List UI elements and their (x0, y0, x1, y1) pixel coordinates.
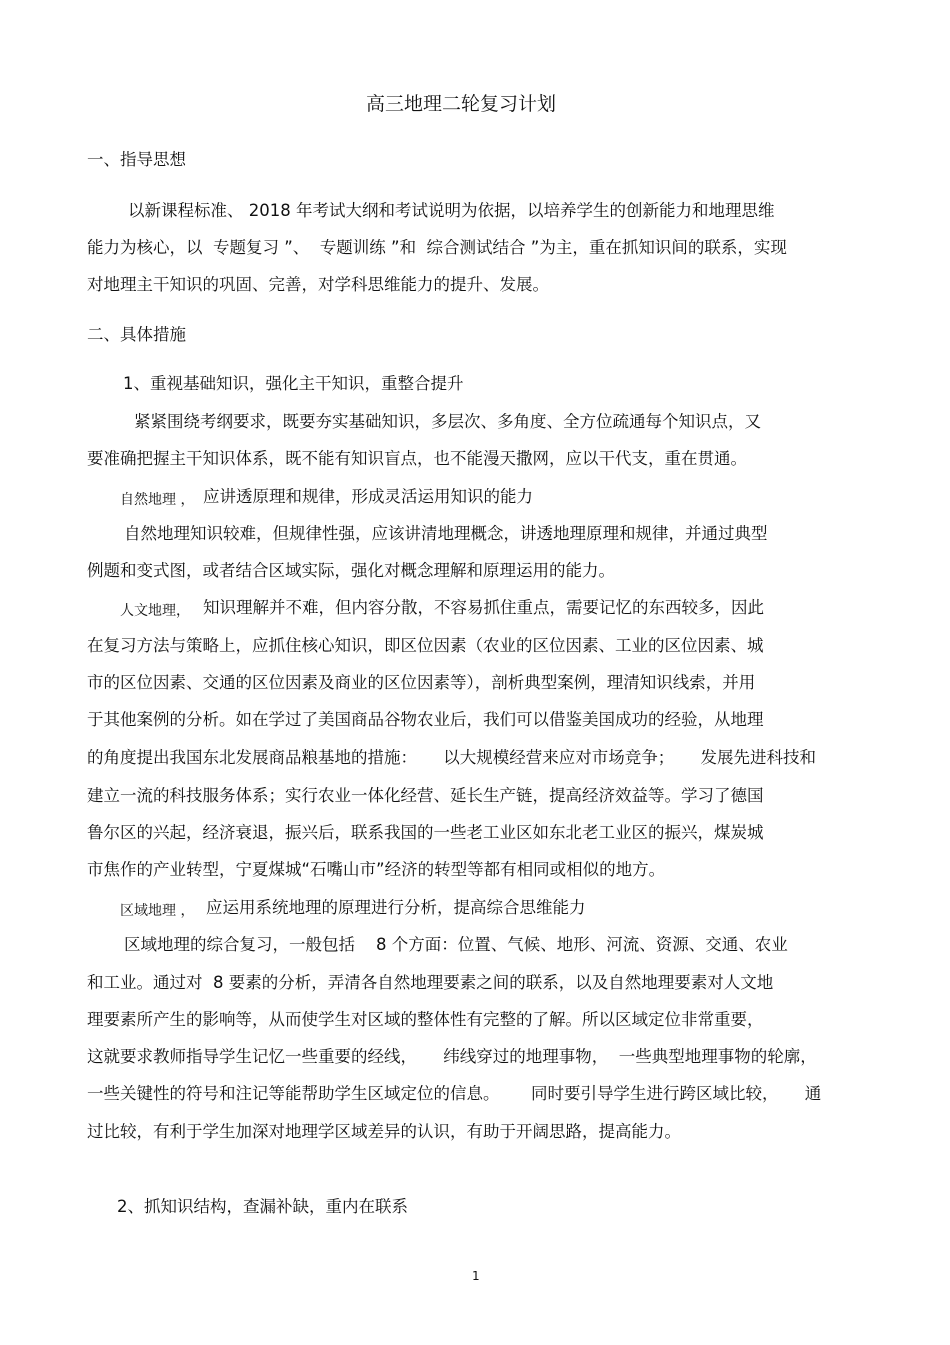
human-geography-label: 人文地理， (120, 603, 190, 619)
text-line: 这就要求教师指导学生记忆一些重要的经线， 纬线穿过的地理事物， 一些典型地理事物的轮廓， (87, 1047, 817, 1066)
text-line: 自然地理知识较难，但规律性强，应该讲清地理概念，讲透地理原理和规律，并通过典型 (124, 524, 768, 543)
page-number: 1 (472, 1269, 480, 1283)
text-line: 理要素所产生的影响等，从而使学生对区域的整体性有完整的了解。所以区域定位非常重要， (87, 1010, 764, 1029)
text-line: 要准确把握主干知识体系，既不能有知识盲点，也不能漫天撒网，应以干代支，重在贯通。 (87, 449, 747, 468)
text-line: 过比较，有利于学生加深对地理学区域差异的认识，有助于开阔思路，提高能力。 (87, 1122, 681, 1141)
physical-geography-label: 自然地理 ， (120, 492, 195, 508)
text-line: 建立一流的科技服务体系；实行农业一体化经营、延长生产链，提高经济效益等。学习了德国 (87, 786, 764, 805)
text-line: 知识理解并不难，但内容分散，不容易抓住重点，需要记忆的东西较多，因此 (203, 598, 764, 617)
section-heading-measures: 二、具体措施 (87, 325, 186, 344)
physical-geography-subheading: 应讲透原理和规律，形成灵活运用知识的能力 (203, 487, 533, 506)
regional-geography-label: 区域地理 ， (120, 903, 195, 919)
text-line: 于其他案例的分析。如在学过了美国商品谷物农业后，我们可以借鉴美国成功的经验，从地理 (87, 710, 764, 729)
text-line: 例题和变式图，或者结合区域实际，强化对概念理解和原理运用的能力。 (87, 561, 615, 580)
text-line: 鲁尔区的兴起，经济衰退，振兴后，联系我国的一些老工业区如东北老工业区的振兴，煤炭城 (87, 823, 764, 842)
item-heading-2: 2、抓知识结构，查漏补缺，重内在联系 (117, 1197, 408, 1216)
text-line: 一些关键性的符号和注记等能帮助学生区域定位的信息。 同时要引导学生进行跨区域比较， 通 (87, 1084, 822, 1103)
text-line: 和工业。通过对 8 要素的分析，弄清各自然地理要素之间的联系，以及自然地理要素对人文地 (87, 973, 774, 992)
text-line: 在复习方法与策略上，应抓住核心知识，即区位因素（农业的区位因素、工业的区位因素、城 (87, 636, 764, 655)
text-line: 能力为核心，以 专题复习 ”、 专题训练 ”和 综合测试结合 ”为主，重在抓知识间的联系，实现 (87, 238, 787, 257)
text-line: 紧紧围绕考纲要求，既要夯实基础知识，多层次、多角度、全方位疏通每个知识点，又 (134, 412, 761, 431)
regional-geography-subheading: 应运用系统地理的原理进行分析，提高综合思维能力 (206, 898, 586, 917)
text-line: 的角度提出我国东北发展商品粮基地的措施： 以大规模经营来应对市场竞争； 发展先进科技和 (87, 748, 816, 767)
text-line: 以新课程标准、 2018 年考试大纲和考试说明为依据，以培养学生的创新能力和地理思维 (128, 201, 775, 220)
text-line: 市的区位因素、交通的区位因素及商业的区位因素等），剖析典型案例，理清知识线索，并用 (87, 673, 756, 692)
item-heading-1: 1、重视基础知识，强化主干知识，重整合提升 (123, 374, 464, 393)
text-line: 对地理主干知识的巩固、完善，对学科思维能力的提升、发展。 (87, 275, 549, 294)
text-line: 区域地理的综合复习，一般包括 8 个方面：位置、气候、地形、河流、资源、交通、农业 (124, 935, 788, 954)
page-title: 高三地理二轮复习计划 (366, 93, 557, 115)
text-line: 市焦作的产业转型，宁夏煤城“石嘴山市”经济的转型等都有相同或相似的地方。 (87, 860, 666, 879)
section-heading-guiding-ideology: 一、指导思想 (87, 150, 186, 169)
